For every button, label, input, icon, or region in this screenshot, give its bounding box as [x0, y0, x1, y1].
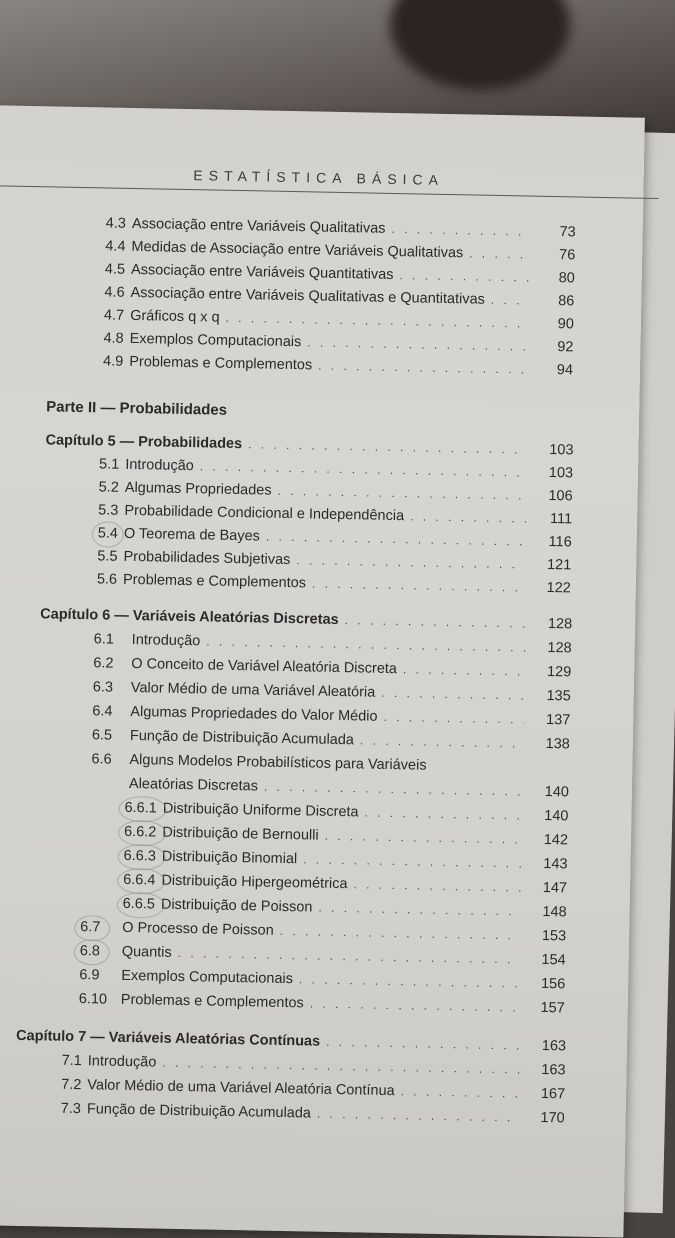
toc-entry-page: 122	[546, 579, 571, 597]
leader-dots	[277, 484, 526, 503]
toc-entry-number: 4.4	[105, 238, 126, 255]
leader-dots	[307, 335, 527, 353]
leader-dots	[401, 1084, 520, 1100]
toc-entry-number: 6.9	[79, 967, 100, 984]
pencil-circle-mark	[117, 868, 165, 895]
toc-entry-title: Alguns Modelos Probabilísticos para Variáveis	[129, 751, 427, 774]
leader-dots	[296, 553, 525, 571]
toc-entry-page: 103	[548, 464, 574, 482]
toc-entry-page: 86	[558, 293, 575, 310]
toc-entry-page: 137	[545, 711, 571, 729]
leader-dots	[391, 222, 529, 239]
leader-dots	[312, 576, 525, 594]
toc-entry-number: 6.10	[78, 991, 108, 1008]
toc-entry-page: 142	[543, 831, 569, 849]
leader-dots	[162, 1056, 519, 1077]
leader-dots	[491, 293, 529, 308]
toc-entry-title: O Processo de Poisson	[122, 919, 274, 939]
leader-dots	[326, 1035, 520, 1053]
toc-entry-number: 4.9	[102, 353, 124, 370]
leader-dots	[345, 613, 527, 630]
toc-entry-title: Gráficos q x q	[129, 307, 220, 326]
toc-entry-number: 5.6	[96, 571, 118, 588]
toc-entry-title: Problemas e Complementos	[120, 991, 304, 1012]
toc-entry-page: 147	[542, 879, 568, 897]
toc-entry-title: Distribuição de Bernoulli	[162, 824, 319, 844]
toc-entry-page: 128	[547, 639, 572, 657]
toc-entry-number: 6.4	[92, 703, 113, 720]
toc-entry-title: Função de Distribuição Acumulada	[129, 727, 355, 749]
leader-dots	[299, 972, 520, 990]
toc-entry-page: 111	[549, 511, 573, 528]
toc-entry-number: 5.4	[97, 525, 119, 542]
toc-entry-title: Algumas Propriedades	[124, 479, 272, 499]
toc-entry-number: 7.2	[61, 1076, 82, 1094]
leader-dots	[317, 1107, 519, 1125]
leader-dots	[403, 662, 526, 678]
leader-dots	[469, 246, 529, 261]
leader-dots	[399, 268, 529, 284]
toc-entry-number: 5.3	[98, 502, 119, 519]
chapter-page: 163	[541, 1037, 567, 1055]
toc-entry-title: Algumas Propriedades do Valor Médio	[130, 704, 378, 725]
leader-dots	[360, 733, 524, 750]
toc-entry-number: 6.2	[93, 655, 114, 672]
leader-dots	[310, 996, 519, 1014]
toc-entry-number: 6.7	[80, 919, 101, 936]
running-header: ESTATÍSTICA BÁSICA	[193, 167, 445, 188]
chapter-title: Capítulo 5 — Probabilidades	[45, 432, 243, 453]
toc-entry-title: Probabilidade Condicional e Independência	[124, 502, 405, 525]
toc-entry-title: Distribuição Binomial	[161, 848, 298, 868]
toc-entry-page: 129	[546, 663, 572, 681]
toc-entry-title: Quantis	[121, 943, 172, 961]
toc-entry-page: 167	[540, 1085, 566, 1103]
chapter-title: Capítulo 7 — Variáveis Aleatórias Contínuas	[15, 1027, 321, 1050]
toc-entry-title: Introdução	[125, 456, 194, 475]
toc-entry-number: 5.1	[98, 456, 120, 473]
toc-entry-number: 4.7	[103, 307, 125, 324]
toc-entry-title: Associação entre Variáveis Qualitativas	[131, 215, 386, 237]
pencil-circle-mark	[117, 844, 165, 871]
chapter-page: 103	[549, 441, 574, 459]
toc-entry-title: Exemplos Computacionais	[129, 330, 302, 351]
leader-dots	[353, 877, 521, 894]
header-divider	[0, 185, 658, 199]
book-page	[0, 105, 645, 1238]
leader-dots	[303, 852, 522, 870]
part-heading	[46, 398, 566, 430]
toc-entry-number: 6.3	[92, 679, 114, 696]
toc-entry-title: Problemas e Complementos	[129, 353, 313, 374]
toc-entry-title: Associação entre Variáveis Quantitativas	[130, 261, 394, 283]
toc-entry-title: Exemplos Computacionais	[121, 967, 294, 988]
toc-entry-number: 6.6.5	[122, 895, 156, 913]
toc-entry-number: 6.6.2	[123, 823, 157, 841]
toc-entry-title: Aleatórias Discretas	[128, 775, 259, 795]
toc-entry-page: 143	[543, 855, 568, 873]
pencil-circle-mark	[118, 820, 166, 847]
toc-entry-page: 76	[558, 247, 576, 264]
leader-dots	[206, 634, 526, 654]
toc-entry-title: Valor Médio de uma Variável Aleatória	[130, 680, 376, 701]
toc-entry-title: Introdução	[87, 1053, 157, 1071]
toc-entry-number: 6.1	[93, 631, 115, 648]
toc-entry-number: 5.2	[98, 479, 120, 496]
leader-dots	[381, 686, 525, 703]
toc-entry-page: 148	[542, 903, 567, 921]
toc-entry-number: 6.6.4	[122, 871, 156, 889]
leader-dots	[383, 710, 524, 727]
toc-entry-page: 73	[559, 224, 576, 241]
toc-entry-page: 153	[541, 927, 567, 945]
leader-dots	[410, 509, 526, 525]
toc-entry-page: 156	[540, 975, 566, 993]
toc-entry-title: Problemas e Complementos	[122, 571, 307, 592]
toc-entry-page: 121	[546, 556, 572, 574]
leader-dots	[225, 311, 528, 331]
leader-dots	[248, 437, 528, 456]
toc-entry-title: Distribuição de Poisson	[160, 896, 313, 916]
toc-entry-page: 140	[544, 783, 570, 801]
toc-entry-number: 4.8	[103, 330, 124, 347]
toc-entry-title: Associação entre Variáveis Qualitativas e Quantitativas	[130, 284, 486, 308]
toc-entry-page: 140	[544, 807, 569, 825]
toc-entry-page: 163	[541, 1061, 566, 1079]
toc-entry-title: Distribuição Uniforme Discreta	[162, 800, 359, 821]
toc-entry-number: 7.1	[61, 1052, 82, 1070]
toc-entry-number: 4.6	[104, 284, 125, 301]
toc-entry-number: 5.5	[97, 548, 118, 565]
pencil-circle-mark	[118, 796, 166, 823]
toc-entry-page: 138	[545, 735, 570, 753]
leader-dots	[318, 901, 520, 919]
leader-dots	[364, 806, 522, 823]
toc-entry-title: Introdução	[131, 632, 201, 650]
toc-entry-number: 7.3	[60, 1100, 82, 1118]
toc-entry-page: 106	[548, 487, 573, 505]
chapter-title: Capítulo 6 — Variáveis Aleatórias Discretas	[40, 606, 339, 628]
leader-dots	[318, 359, 527, 377]
leader-dots	[264, 780, 523, 799]
toc-entry-number: 6.5	[91, 727, 113, 744]
toc-entry-number: 4.5	[104, 261, 126, 278]
leader-dots	[280, 924, 521, 943]
toc-entry-page: 170	[540, 1109, 565, 1127]
toc-entry-number: 6.6.1	[124, 799, 157, 817]
chapter-page: 128	[547, 616, 573, 633]
toc-entry-title: Função de Distribuição Acumulada	[86, 1101, 312, 1122]
toc-entry-title: Medidas de Associação entre Variáveis Qualitativas	[131, 238, 464, 262]
toc-entry-page: 135	[546, 687, 571, 705]
leader-dots	[178, 946, 520, 967]
toc-entry-number: 6.8	[79, 943, 101, 960]
toc-entry-title: Probabilidades Subjetivas	[123, 548, 291, 569]
toc-entry-number: 6.6	[91, 751, 112, 768]
toc-entry-page: 80	[558, 270, 575, 287]
toc-entry-page: 90	[557, 316, 575, 333]
toc-entry-page: 92	[557, 339, 574, 356]
toc-entry-page: 154	[541, 951, 566, 969]
toc-entry-title: O Conceito de Variável Aleatória Discreta	[131, 656, 398, 678]
leader-dots	[266, 530, 526, 549]
toc-entry-title: Distribuição Hipergeométrica	[161, 872, 348, 893]
toc-entry-page: 94	[556, 362, 574, 379]
toc-entry-title: Valor Médio de uma Variável Aleatória Contínua	[87, 1077, 395, 1100]
leader-dots	[325, 829, 523, 847]
pencil-circle-mark	[116, 892, 164, 919]
toc-entry-page: 116	[548, 533, 572, 551]
toc-entry-page: 157	[540, 999, 565, 1017]
toc-entry-title: O Teorema de Bayes	[123, 525, 261, 545]
part-title: Parte II — Probabilidades	[46, 398, 228, 419]
toc-entry-number: 4.3	[105, 215, 127, 232]
toc-entry-number: 6.6.3	[123, 847, 157, 865]
